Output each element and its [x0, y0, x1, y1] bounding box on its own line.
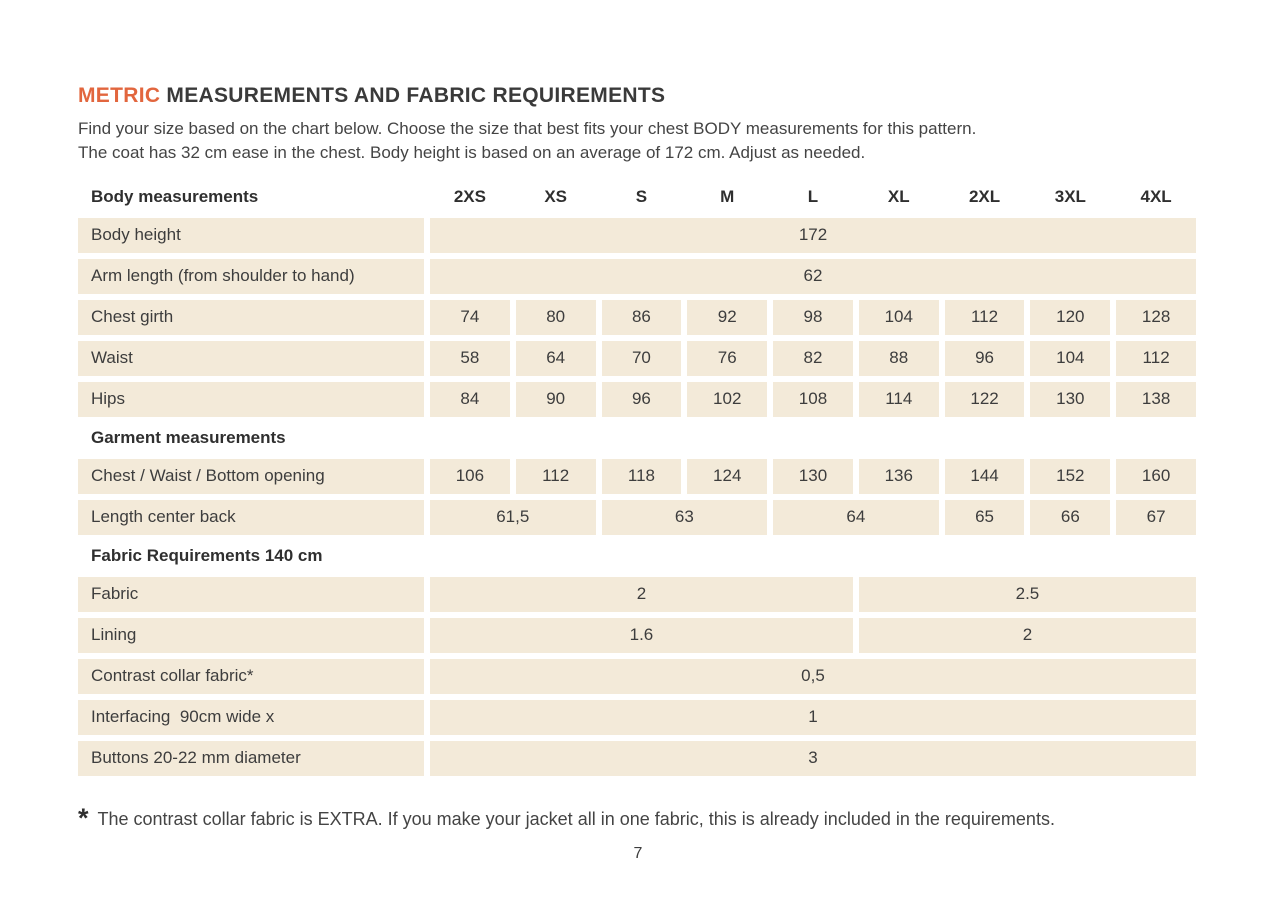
row-label-lining: Lining	[78, 618, 424, 653]
row-label-interfacing: Interfacing 90cm wide x	[78, 700, 424, 735]
size-header-s: S	[635, 186, 648, 206]
row-label-chest-girth: Chest girth	[78, 300, 424, 335]
value-fabric-large: 2.5	[859, 577, 1196, 612]
value-chest-girth-2xs: 74	[430, 300, 510, 335]
value-chest-girth-m: 92	[687, 300, 767, 335]
value-hips-l: 108	[773, 382, 853, 417]
value-waist-xs: 64	[516, 341, 596, 376]
size-header-l: L	[807, 186, 819, 206]
value-chest-girth-3xl: 120	[1030, 300, 1110, 335]
value-cwb-4xl: 160	[1116, 459, 1196, 494]
value-chest-girth-4xl: 128	[1116, 300, 1196, 335]
value-fabric-small: 2	[430, 577, 853, 612]
value-cwb-s: 118	[602, 459, 682, 494]
footnote-asterisk: *	[78, 802, 89, 833]
table-header-label: Body measurements	[91, 186, 259, 206]
value-lcb-s-m: 63	[602, 500, 768, 535]
size-header-3xl: 3XL	[1054, 186, 1086, 206]
value-cwb-xl: 136	[859, 459, 939, 494]
value-arm-length: 62	[430, 259, 1196, 294]
intro-line-1: Find your size based on the chart below. Choose the size that best fits your chest BODY measurements for this pattern.	[78, 119, 977, 138]
footnote	[78, 802, 1200, 833]
value-buttons: 3	[430, 741, 1196, 776]
row-label-fabric: Fabric	[78, 577, 424, 612]
value-waist-xl: 88	[859, 341, 939, 376]
value-cwb-3xl: 152	[1030, 459, 1110, 494]
page-title	[78, 84, 1196, 108]
value-waist-3xl: 104	[1030, 341, 1110, 376]
row-label-contrast-collar: Contrast collar fabric*	[78, 659, 424, 694]
value-contrast-collar: 0,5	[430, 659, 1196, 694]
row-label-length-center-back: Length center back	[78, 500, 424, 535]
value-cwb-l: 130	[773, 459, 853, 494]
value-hips-xl: 114	[859, 382, 939, 417]
value-body-height: 172	[430, 218, 1196, 253]
value-lining-large: 2	[859, 618, 1196, 653]
value-chest-girth-s: 86	[602, 300, 682, 335]
value-lcb-2xl: 65	[945, 500, 1025, 535]
page-title-highlight: METRIC	[78, 84, 161, 107]
value-hips-3xl: 130	[1030, 382, 1110, 417]
value-lcb-l-xl: 64	[773, 500, 939, 535]
size-header-2xl: 2XL	[968, 186, 1001, 206]
page-number: 7	[633, 845, 643, 862]
intro-line-2: The coat has 32 cm ease in the chest. Body height is based on an average of 172 cm. Adjust as needed.	[78, 143, 866, 163]
value-waist-2xs: 58	[430, 341, 510, 376]
value-chest-girth-2xl: 112	[945, 300, 1025, 335]
value-lcb-2xs-xs: 61,5	[430, 500, 596, 535]
value-lcb-3xl: 66	[1030, 500, 1110, 535]
value-waist-2xl: 96	[945, 341, 1025, 376]
row-label-body-height: Body height	[78, 218, 424, 253]
value-chest-girth-xl: 104	[859, 300, 939, 335]
size-header-xl: XL	[887, 186, 910, 206]
row-label-chest-waist-bottom: Chest / Waist / Bottom opening	[78, 459, 424, 494]
size-header-m: M	[720, 186, 735, 206]
value-cwb-m: 124	[687, 459, 767, 494]
value-waist-4xl: 112	[1116, 341, 1196, 376]
value-chest-girth-l: 98	[773, 300, 853, 335]
value-waist-l: 82	[773, 341, 853, 376]
value-waist-m: 76	[687, 341, 767, 376]
value-hips-xs: 90	[516, 382, 596, 417]
section-header-fabric: Fabric Requirements 140 cm	[91, 545, 323, 565]
value-cwb-2xl: 144	[945, 459, 1025, 494]
value-chest-girth-xs: 80	[516, 300, 596, 335]
row-label-hips: Hips	[78, 382, 424, 417]
value-cwb-2xs: 106	[430, 459, 510, 494]
size-header-4xl: 4XL	[1140, 186, 1172, 206]
footnote-text: The contrast collar fabric is EXTRA. If you make your jacket all in one fabric, this is already included in the requirements.	[97, 808, 1055, 829]
size-header-2xs: 2XS	[453, 186, 486, 206]
row-label-waist: Waist	[78, 341, 424, 376]
value-cwb-xs: 112	[516, 459, 596, 494]
row-label-arm-length: Arm length (from shoulder to hand)	[78, 259, 424, 294]
row-label-buttons: Buttons 20-22 mm diameter	[78, 741, 424, 776]
value-hips-m: 102	[687, 382, 767, 417]
value-hips-s: 96	[602, 382, 682, 417]
intro-paragraph	[78, 117, 1196, 166]
value-interfacing: 1	[430, 700, 1196, 735]
size-header-xs: XS	[544, 186, 567, 206]
value-waist-s: 70	[602, 341, 682, 376]
value-hips-2xs: 84	[430, 382, 510, 417]
value-lcb-4xl: 67	[1116, 500, 1196, 535]
section-header-garment: Garment measurements	[91, 427, 286, 447]
value-hips-2xl: 122	[945, 382, 1025, 417]
value-lining-small: 1.6	[430, 618, 853, 653]
value-hips-4xl: 138	[1116, 382, 1196, 417]
page-title-rest: MEASUREMENTS AND FABRIC REQUIREMENTS	[160, 84, 666, 107]
measurements-table	[78, 182, 1196, 776]
